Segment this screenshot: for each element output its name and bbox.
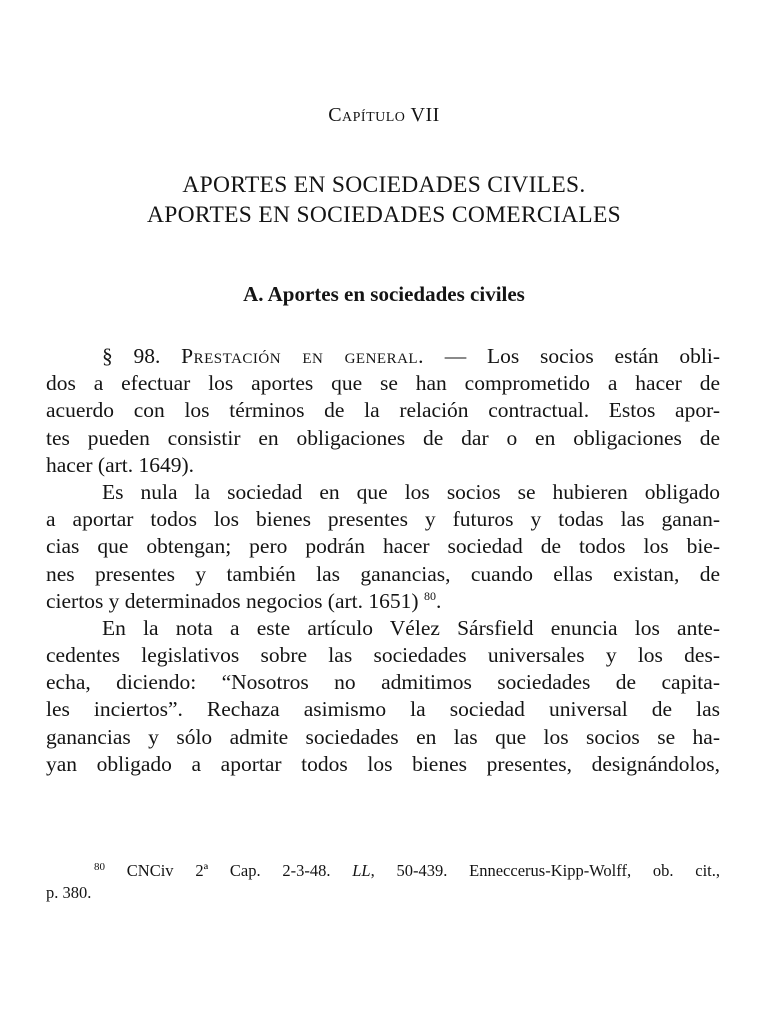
footnote-text-italic: LL <box>352 861 371 880</box>
text-line <box>46 588 720 615</box>
chapter-title-line-2: APORTES EN SOCIEDADES COMERCIALES <box>147 202 621 228</box>
footnote-author: Enneccerus-Kipp-Wolff <box>469 861 627 880</box>
paragraph-heading: Prestación en general. <box>181 344 424 368</box>
text-line <box>46 343 720 370</box>
text-line: Es nula la sociedad en que los socios se hubieren obligado <box>102 479 720 504</box>
text-line: yan obligado a aportar todos los bienes presentes, designándolos, <box>46 751 720 776</box>
footnote <box>46 860 720 904</box>
footnote-text: CNCiv 2ª Cap. 2-3-48. <box>126 861 353 880</box>
text-line: acuerdo con los términos de la relación contractual. Estos apor- <box>46 398 720 423</box>
footnote-text: , ob. cit., <box>626 861 721 880</box>
text-line: ganancias y sólo admite sociedades en las que los socios se ha- <box>46 724 720 749</box>
text-line: nes presentes y también las ganancias, cuando ellas existan, de <box>46 561 720 586</box>
em-dash: — <box>423 344 487 368</box>
footnote-text: , 50-439. <box>370 861 470 880</box>
footnote-line: p. 380. <box>46 883 92 902</box>
text-line: cedentes legislativos sobre las sociedades universales y los des- <box>46 643 720 668</box>
text-line: echa, diciendo: “Nosotros no admitimos sociedades de capita- <box>46 670 720 695</box>
text-line: hacer (art. 1649). <box>46 452 195 477</box>
chapter-label: Capítulo VII <box>328 104 440 126</box>
footnote-line <box>46 860 720 882</box>
footnote-reference[interactable]: 80 <box>423 588 436 603</box>
text-line: dos a efectuar los aportes que se han comprometido a hacer de <box>46 371 720 396</box>
chapter-title-line-1: APORTES EN SOCIEDADES CIVILES. <box>182 172 586 198</box>
text-line: cias que obtengan; pero podrán hacer sociedad de todos los bie- <box>46 534 720 559</box>
body-text <box>46 343 720 778</box>
paragraph <box>46 479 720 615</box>
chapter-heading <box>0 104 768 127</box>
section-heading: A. Aportes en sociedades civiles <box>243 282 525 306</box>
paragraph <box>46 615 720 778</box>
paragraph-98 <box>46 343 720 479</box>
text-line: En la nota a este artículo Vélez Sársfield enuncia los ante- <box>102 615 720 640</box>
footnote-number: 80 <box>94 861 105 873</box>
text-line: a aportar todos los bienes presentes y futuros y todas las ganan- <box>46 507 720 532</box>
chapter-title <box>0 170 768 230</box>
text-segment: ciertos y determinados negocios (art. 1651) <box>46 588 419 613</box>
text-segment: Los socios están obli- <box>486 344 721 368</box>
period: . <box>435 588 442 613</box>
text-line: les inciertos”. Rechaza asimismo la sociedad universal de las <box>46 697 720 722</box>
section-mark: § 98. <box>102 344 161 368</box>
text-line: tes pueden consistir en obligaciones de dar o en obligaciones de <box>46 425 720 450</box>
